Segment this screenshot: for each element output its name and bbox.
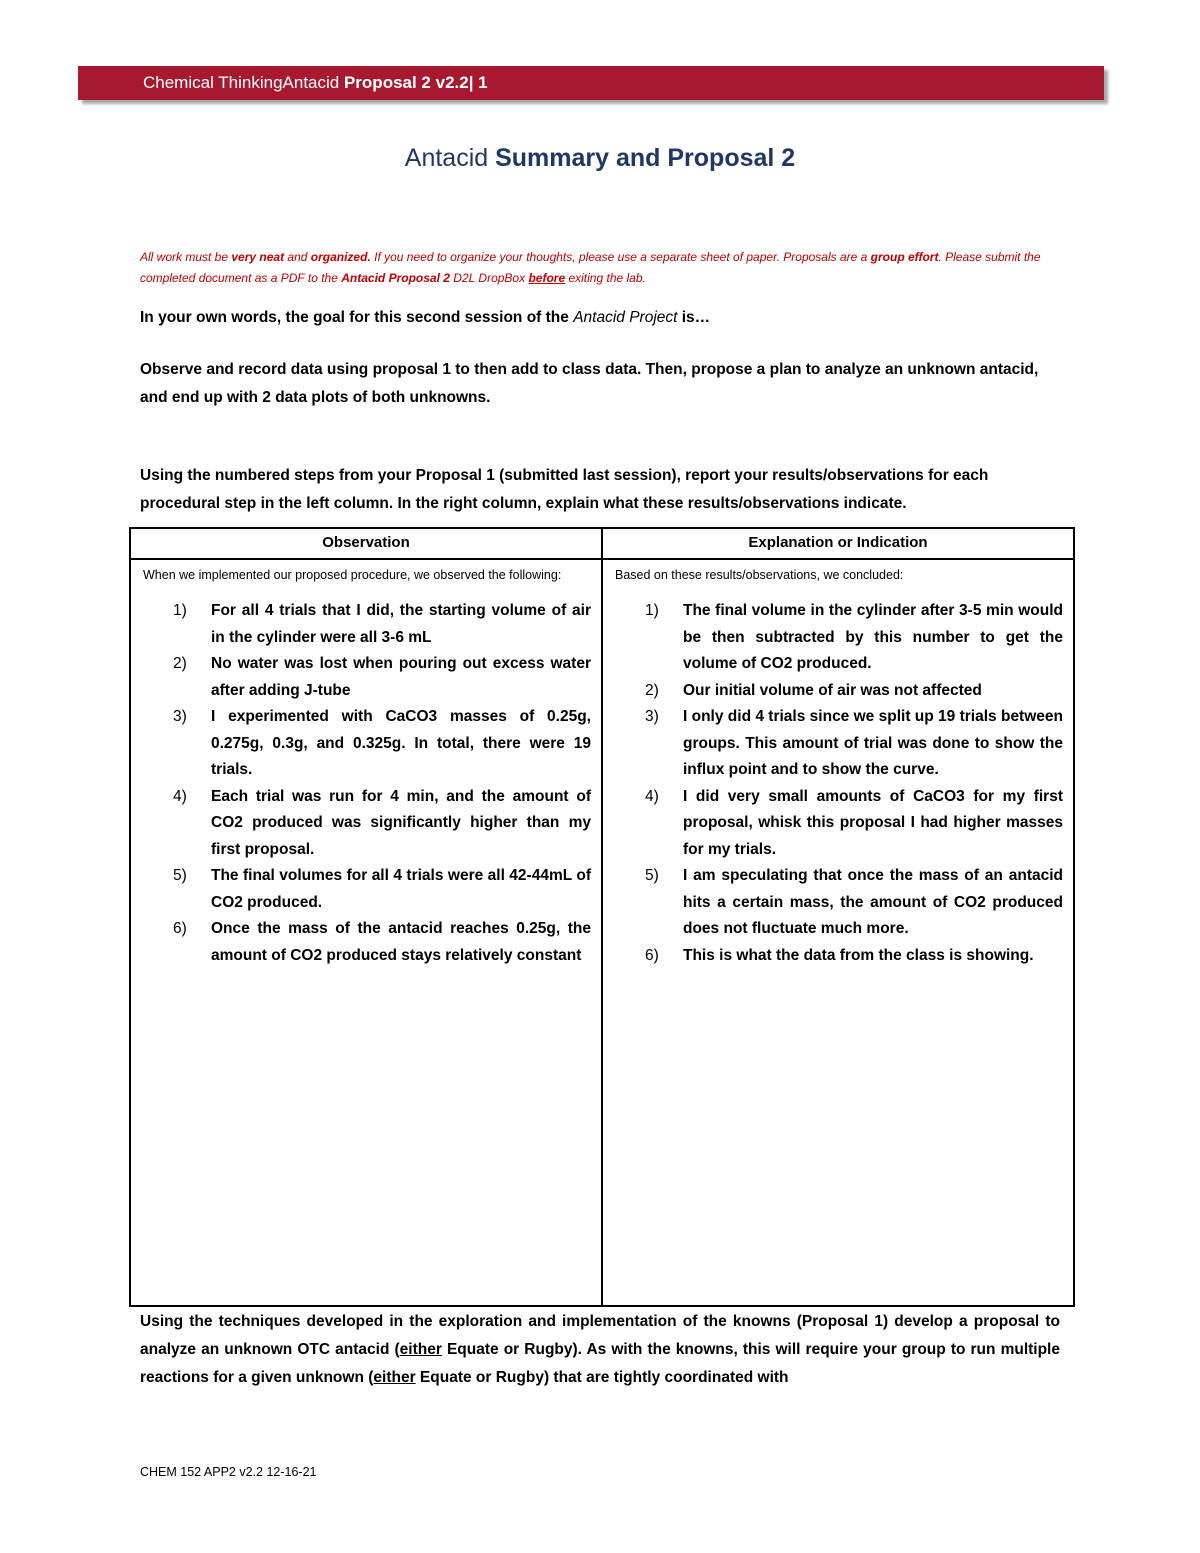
instr-emphasis: very neat bbox=[231, 250, 285, 264]
goal-prompt-italic: Antacid Project bbox=[573, 309, 678, 326]
list-text: For all 4 trials that I did, the starting volume of air in the cylinder were all 3-6 mL bbox=[211, 602, 591, 646]
techniques-underline: either bbox=[373, 1369, 416, 1386]
techniques-text: Equate or Rugby) that are tightly coordinated with bbox=[415, 1369, 789, 1386]
list-item bbox=[143, 916, 591, 969]
list-item bbox=[615, 598, 1063, 678]
list-item bbox=[143, 598, 591, 651]
list-text: The final volumes for all 4 trials were all 42-44mL of CO2 produced. bbox=[211, 867, 591, 911]
instr-emphasis: group effort bbox=[870, 250, 939, 264]
list-number: 4) bbox=[645, 787, 659, 805]
list-number: 2) bbox=[173, 655, 187, 672]
list-text: I am speculating that once the mass of an antacid hits a certain mass, the amount of CO2 produced does not fluctuate much more. bbox=[683, 867, 1063, 937]
observation-intro: When we implemented our proposed procedure, we observed the following: bbox=[143, 568, 562, 582]
instr-text: . Please submit the completed document as a PDF to the bbox=[140, 250, 1041, 285]
instructions bbox=[140, 247, 1060, 289]
observation-table bbox=[129, 527, 1075, 1307]
instr-text: If you need to organize your thoughts, please use a separate sheet of paper. Proposals are a bbox=[370, 250, 871, 264]
page-header-bar bbox=[78, 66, 1104, 100]
list-text: I did very small amounts of CaCO3 for my first proposal, whisk this proposal I had higher masses for my trials. bbox=[683, 787, 1063, 858]
list-text: Our initial volume of air was not affected bbox=[683, 681, 982, 699]
list-text: Each trial was run for 4 min, and the amount of CO2 produced was significantly higher than my first proposal. bbox=[211, 787, 591, 858]
explanation-intro: Based on these results/observations, we concluded: bbox=[615, 568, 904, 582]
table-body-row bbox=[130, 559, 1074, 1306]
observation-cell bbox=[130, 559, 602, 1306]
list-item bbox=[615, 943, 1063, 970]
explanation-list bbox=[615, 598, 1063, 969]
list-text: No water was lost when pouring out excess water after adding J-tube bbox=[211, 655, 591, 699]
header-prefix: Chemical ThinkingAntacid bbox=[143, 73, 344, 92]
list-item bbox=[615, 678, 1063, 705]
title-part2: Summary and Proposal 2 bbox=[495, 144, 796, 172]
list-text: Once the mass of the antacid reaches 0.25g, the amount of CO2 produced stays relatively constant bbox=[211, 920, 591, 964]
instr-emphasis: organized. bbox=[310, 250, 371, 264]
list-number: 3) bbox=[173, 708, 187, 725]
instr-text: All work must be bbox=[140, 250, 232, 264]
steps-prompt: Using the numbered steps from your Proposal 1 (submitted last session), report your results/observations for each procedural step in the left column. In the right column, explain what these results/observations indicate. bbox=[140, 467, 989, 512]
techniques-text: Equate or Rugby). As with the knowns, this will require your group to run multiple reactions for a given unknown ( bbox=[140, 1341, 1060, 1386]
list-text: This is what the data from the class is showing. bbox=[683, 946, 1034, 964]
list-text: I only did 4 trials since we split up 19 trials between groups. This amount of trial was done to show the influx point and to show the curve. bbox=[683, 708, 1063, 778]
goal-prompt-text: In your own words, the goal for this second session of the bbox=[140, 309, 574, 326]
list-item bbox=[615, 784, 1063, 864]
instr-underline: before bbox=[528, 271, 566, 285]
list-number: 3) bbox=[645, 708, 659, 725]
techniques-paragraph bbox=[140, 1308, 1060, 1392]
techniques-underline: either bbox=[399, 1341, 442, 1358]
explanation-cell bbox=[602, 559, 1074, 1306]
list-item bbox=[615, 863, 1063, 943]
instr-emphasis: Antacid Proposal 2 bbox=[341, 271, 450, 285]
list-item bbox=[615, 704, 1063, 784]
instr-text: D2L DropBox bbox=[449, 271, 529, 285]
page-title bbox=[0, 144, 1200, 173]
instr-text: exiting the lab. bbox=[565, 271, 646, 285]
list-item bbox=[143, 784, 591, 864]
list-number: 6) bbox=[645, 946, 659, 964]
observation-header: Observation bbox=[130, 528, 602, 559]
goal-prompt bbox=[140, 304, 1060, 332]
list-item bbox=[143, 863, 591, 916]
techniques-text: Using the techniques developed in the exploration and implementation of the knowns (Proposal 1) develop a proposal to analyze an unknown OTC antacid ( bbox=[140, 1313, 1060, 1358]
header-bold: Proposal 2 v2.2| 1 bbox=[343, 73, 488, 92]
goal-prompt-text: is… bbox=[677, 309, 711, 326]
goal-answer: Observe and record data using proposal 1 to then add to class data. Then, propose a plan to analyze an unknown antacid, and end up with 2 data plots of both unknowns. bbox=[140, 361, 1039, 406]
list-number: 5) bbox=[645, 867, 659, 884]
table-header-row bbox=[130, 528, 1074, 559]
list-number: 5) bbox=[173, 867, 187, 884]
list-number: 2) bbox=[645, 681, 659, 699]
list-number: 1) bbox=[645, 602, 659, 619]
observation-list bbox=[143, 598, 591, 969]
list-number: 6) bbox=[173, 920, 187, 937]
instr-text: and bbox=[284, 250, 311, 264]
list-text: The final volume in the cylinder after 3-5 min would be then subtracted by this number to get the volume of CO2 produced. bbox=[683, 602, 1063, 672]
page-footer: CHEM 152 APP2 v2.2 12-16-21 bbox=[140, 1465, 317, 1479]
list-text: I experimented with CaCO3 masses of 0.25g, 0.275g, 0.3g, and 0.325g. In total, there were 19 trials. bbox=[211, 708, 591, 778]
list-item bbox=[143, 704, 591, 784]
list-number: 4) bbox=[173, 787, 187, 805]
list-item bbox=[143, 651, 591, 704]
title-part1: Antacid bbox=[404, 144, 496, 172]
explanation-header: Explanation or Indication bbox=[602, 528, 1074, 559]
list-number: 1) bbox=[173, 602, 187, 619]
